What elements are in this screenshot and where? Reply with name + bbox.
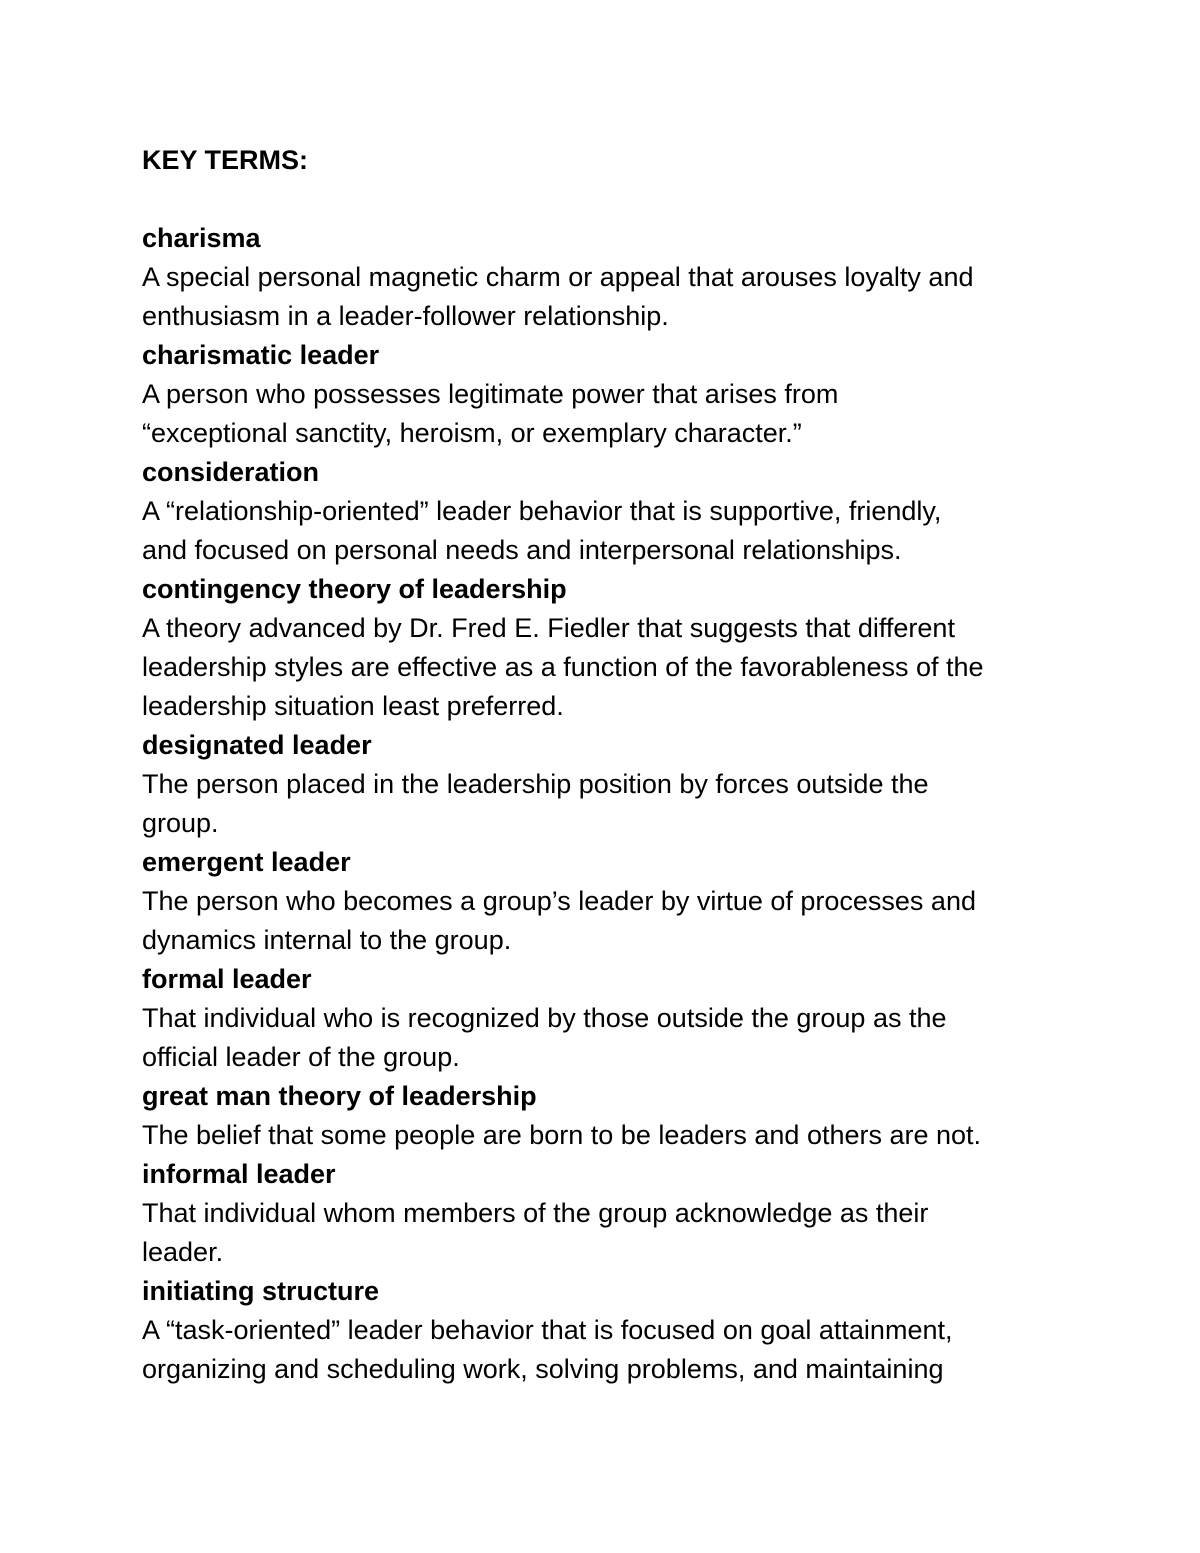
page-heading: KEY TERMS:	[142, 145, 309, 175]
term-title: informal leader	[142, 1159, 336, 1189]
definition-line: and focused on personal needs and interpersonal relationships.	[142, 535, 902, 565]
definition-line: That individual who is recognized by those outside the group as the	[142, 1003, 947, 1033]
definition-line: A “relationship-oriented” leader behavior that is supportive, friendly,	[142, 496, 942, 526]
definition-line: The person placed in the leadership position by forces outside the	[142, 769, 929, 799]
term-title: designated leader	[142, 730, 372, 760]
glossary-entry	[142, 336, 1102, 453]
glossary-entry	[142, 1155, 1102, 1272]
term-title: charisma	[142, 223, 261, 253]
definition-line: organizing and scheduling work, solving problems, and maintaining	[142, 1354, 944, 1384]
term-definition	[142, 1116, 1102, 1155]
term-definition	[142, 492, 1102, 570]
document-content	[142, 141, 1102, 1389]
heading-spacer	[142, 180, 1102, 219]
glossary-entry	[142, 843, 1102, 960]
term-definition	[142, 999, 1102, 1077]
definition-line: The belief that some people are born to be leaders and others are not.	[142, 1120, 982, 1150]
definition-line: leadership situation least preferred.	[142, 691, 564, 721]
term-title: initiating structure	[142, 1276, 380, 1306]
term-title: contingency theory of leadership	[142, 574, 567, 604]
glossary-entry	[142, 1272, 1102, 1389]
definition-line: leadership styles are effective as a function of the favorableness of the	[142, 652, 984, 682]
definition-line: dynamics internal to the group.	[142, 925, 512, 955]
glossary-entry	[142, 219, 1102, 336]
term-title: charismatic leader	[142, 340, 380, 370]
term-definition	[142, 765, 1102, 843]
glossary-entry	[142, 453, 1102, 570]
term-definition	[142, 882, 1102, 960]
definition-line: That individual whom members of the group acknowledge as their	[142, 1198, 929, 1228]
definition-line: leader.	[142, 1237, 224, 1267]
term-definition	[142, 609, 1102, 726]
term-title: great man theory of leadership	[142, 1081, 537, 1111]
term-definition	[142, 1311, 1102, 1389]
definition-line: A theory advanced by Dr. Fred E. Fiedler that suggests that different	[142, 613, 955, 643]
glossary-entry	[142, 726, 1102, 843]
term-definition	[142, 1194, 1102, 1272]
term-title: consideration	[142, 457, 320, 487]
term-definition	[142, 258, 1102, 336]
glossary-entry	[142, 960, 1102, 1077]
definition-line: A person who possesses legitimate power that arises from	[142, 379, 839, 409]
term-definition	[142, 375, 1102, 453]
definition-line: A “task-oriented” leader behavior that is focused on goal attainment,	[142, 1315, 953, 1345]
definition-line: The person who becomes a group’s leader by virtue of processes and	[142, 886, 976, 916]
term-title: emergent leader	[142, 847, 351, 877]
glossary-entry	[142, 570, 1102, 726]
definition-line: enthusiasm in a leader-follower relationship.	[142, 301, 669, 331]
definition-line: A special personal magnetic charm or appeal that arouses loyalty and	[142, 262, 974, 292]
definition-line: “exceptional sanctity, heroism, or exemplary character.”	[142, 418, 802, 448]
definition-line: group.	[142, 808, 219, 838]
term-title: formal leader	[142, 964, 312, 994]
definition-line: official leader of the group.	[142, 1042, 460, 1072]
glossary-entry	[142, 1077, 1102, 1155]
